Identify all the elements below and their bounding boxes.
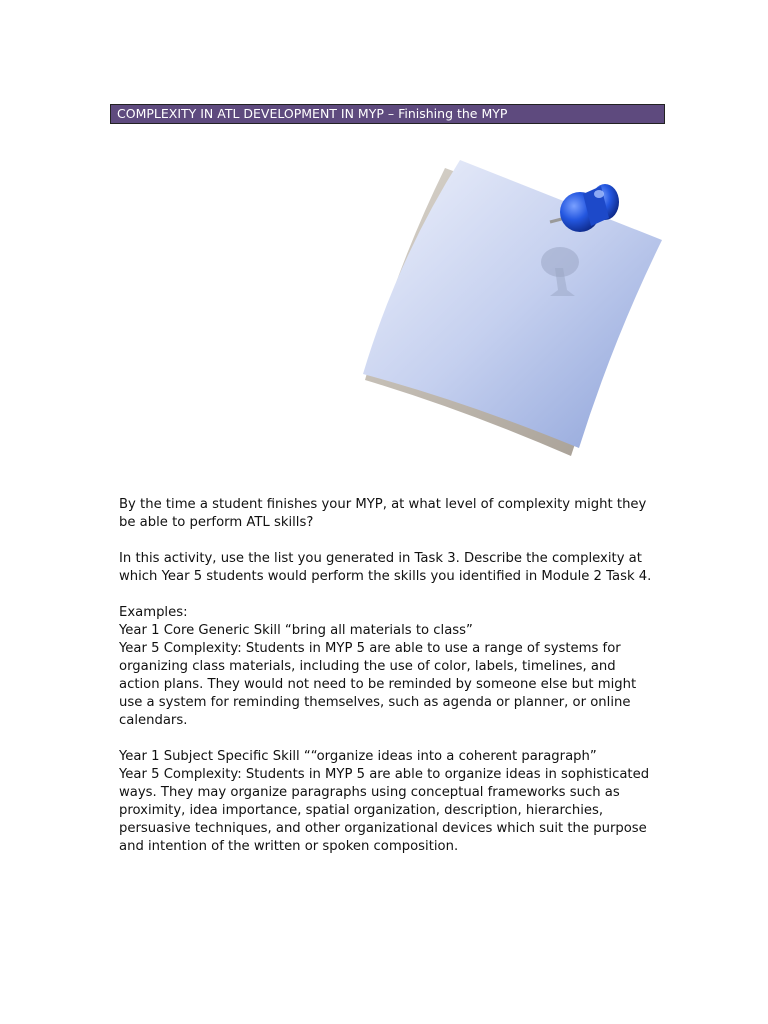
example1-complexity: Year 5 Complexity: Students in MYP 5 are able to use a range of systems for organizing class materials, including the use of color, labels, timelines, and action plans. They would not need to be reminded by someone else but might use a system for reminding themselves, such as agenda or planner, or online calendars. [119, 641, 637, 728]
example2-complexity: Year 5 Complexity: Students in MYP 5 are able to organize ideas in sophisticated ways. They may organize paragraphs using conceptual frameworks such as proximity, idea importance, spatial organization, description, hierarchies, persuasive techniques, and other organizational devices which suit the purpose and intention of the written or spoken composition. [119, 767, 650, 854]
document-title: COMPLEXITY IN ATL DEVELOPMENT IN MYP – Finishing the MYP [110, 104, 665, 124]
activity-paragraph: In this activity, use the list you generated in Task 3. Describe the complexity at which Year 5 students would perform the skills you identified in Module 2 Task 4. [119, 551, 652, 584]
document-body [119, 496, 659, 856]
examples-label: Examples: [119, 605, 188, 620]
example1-skill: Year 1 Core Generic Skill “bring all materials to class” [119, 623, 473, 638]
example2-skill: Year 1 Subject Specific Skill ““organize ideas into a coherent paragraph” [119, 749, 597, 764]
question-paragraph: By the time a student finishes your MYP, at what level of complexity might they be able to perform ATL skills? [119, 497, 647, 530]
pinned-note-icon [355, 150, 675, 470]
